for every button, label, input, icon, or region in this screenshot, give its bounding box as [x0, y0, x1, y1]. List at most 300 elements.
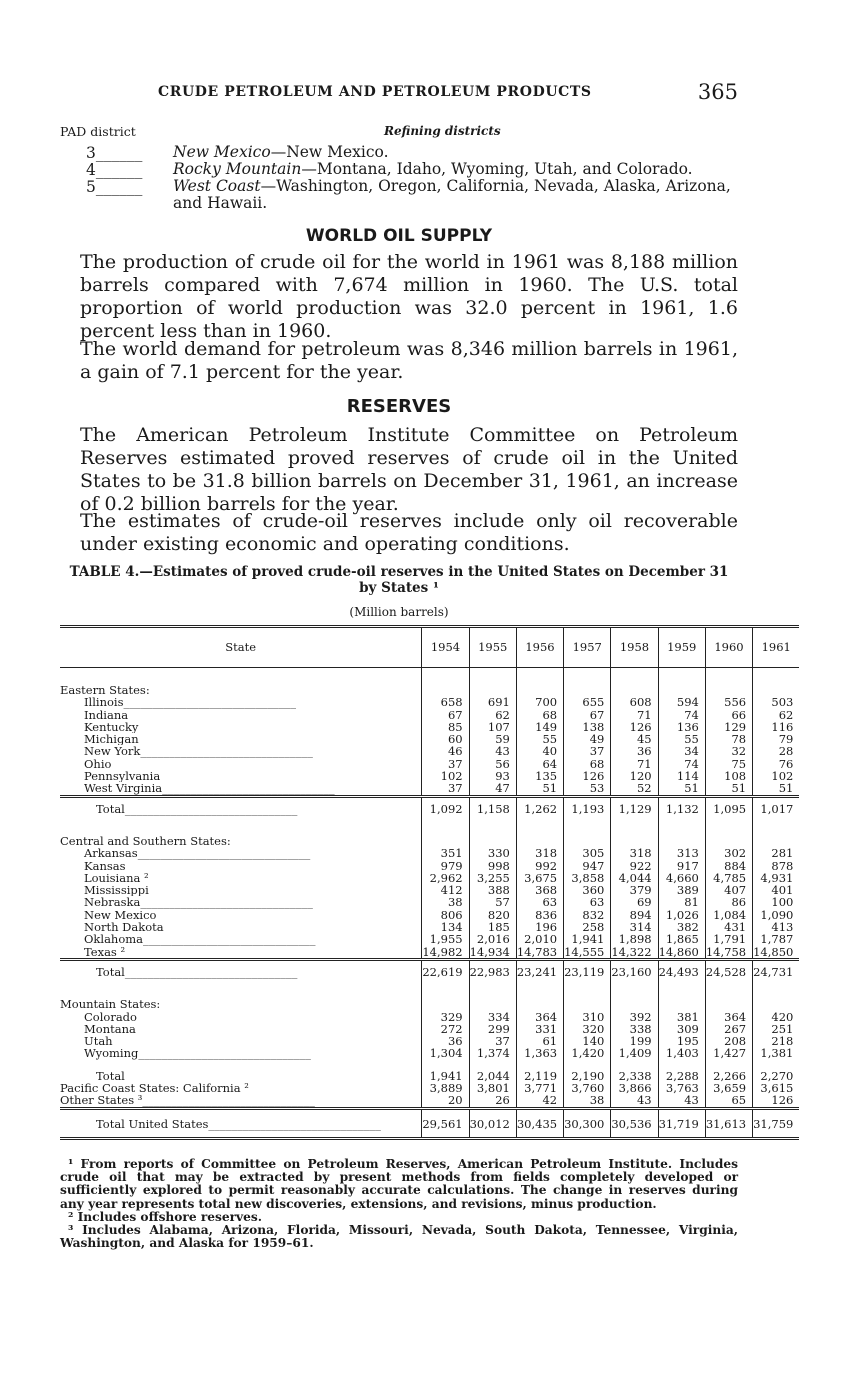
value-cell: 3,866 — [611, 1082, 658, 1094]
col-header-year: 1956 — [516, 627, 563, 668]
value-cell: 3,763 — [658, 1082, 705, 1094]
state-label: Total — [96, 964, 125, 979]
leader-dots: ______________________________ — [156, 908, 329, 922]
state-cell — [60, 1060, 422, 1082]
value-cell: 63 — [516, 896, 563, 908]
value-cell: 1,898 — [611, 933, 658, 945]
col-header-year: 1961 — [753, 627, 800, 668]
value-cell: 313 — [658, 847, 705, 859]
value-cell: 65 — [705, 1094, 752, 1108]
value-cell: 195 — [658, 1035, 705, 1047]
value-cell: 51 — [753, 782, 800, 796]
state-cell — [60, 860, 422, 872]
value-cell: 62 — [753, 709, 800, 721]
value-cell: 51 — [516, 782, 563, 796]
value-cell: 267 — [705, 1023, 752, 1035]
value-cell: 14,783 — [516, 946, 563, 960]
value-cell: 55 — [658, 733, 705, 745]
value-cell: 61 — [516, 1035, 563, 1047]
state-cell — [60, 1082, 422, 1094]
value-cell: 272 — [422, 1023, 469, 1035]
value-cell: 14,555 — [564, 946, 611, 960]
value-cell — [516, 982, 563, 1010]
table-row-group-eastern — [60, 668, 799, 697]
leader-dots: ______________________________ — [137, 847, 311, 860]
value-cell: 86 — [705, 896, 752, 908]
state-label: Indiana — [84, 708, 129, 721]
state-label: New York — [84, 745, 141, 758]
state-cell — [60, 847, 422, 859]
value-cell: 43 — [611, 1094, 658, 1108]
state-label: North Dakota — [84, 921, 164, 934]
reserves-table — [60, 625, 799, 1140]
leader-dots: ______________________________ — [140, 896, 313, 909]
leader-dots: ______________________________ — [124, 964, 298, 979]
value-cell: 1,381 — [753, 1047, 800, 1059]
value-cell: 14,850 — [753, 946, 800, 960]
state-cell — [60, 884, 422, 896]
leader-dots: ______________________________ — [142, 1094, 315, 1108]
value-cell: 199 — [611, 1035, 658, 1047]
value-cell: 4,044 — [611, 872, 658, 884]
value-cell: 34 — [658, 745, 705, 757]
value-cell: 947 — [564, 860, 611, 872]
value-cell: 49 — [564, 733, 611, 745]
value-cell: 136 — [658, 721, 705, 733]
value-cell: 2,962 — [422, 872, 469, 884]
value-cell: 59 — [469, 733, 516, 745]
value-cell — [753, 819, 800, 847]
value-cell — [422, 982, 469, 1010]
value-cell: 196 — [516, 921, 563, 933]
value-cell: 53 — [564, 782, 611, 796]
value-cell: 3,675 — [516, 872, 563, 884]
value-cell: 38 — [564, 1094, 611, 1108]
value-cell: 37 — [422, 782, 469, 796]
value-cell — [469, 982, 516, 1010]
value-cell: 1,304 — [422, 1047, 469, 1059]
value-cell: 388 — [469, 884, 516, 896]
state-label: Eastern States: — [60, 683, 150, 697]
table-body — [60, 668, 799, 1139]
value-cell: 299 — [469, 1023, 516, 1035]
value-cell: 412 — [422, 884, 469, 896]
state-cell — [60, 1011, 422, 1023]
value-cell: 608 — [611, 696, 658, 708]
value-cell: 116 — [753, 721, 800, 733]
state-cell — [60, 1035, 422, 1047]
value-cell — [469, 668, 516, 697]
value-cell: 655 — [564, 696, 611, 708]
table-row — [60, 782, 799, 796]
value-cell — [564, 668, 611, 697]
value-cell: 30,300 — [564, 1108, 611, 1138]
state-cell — [60, 959, 422, 982]
value-cell: 31,719 — [658, 1108, 705, 1138]
value-cell: 208 — [705, 1035, 752, 1047]
value-cell: 3,659 — [705, 1082, 752, 1094]
value-cell: 47 — [469, 782, 516, 796]
leader-dots: ______________________________ — [162, 782, 335, 796]
value-cell: 281 — [753, 847, 800, 859]
state-cell — [60, 982, 422, 1010]
leader-dots: ______________________________ — [143, 933, 316, 946]
value-cell: 1,791 — [705, 933, 752, 945]
value-cell — [422, 819, 469, 847]
state-cell — [60, 1094, 422, 1108]
value-cell: 251 — [753, 1023, 800, 1035]
value-cell — [564, 819, 611, 847]
value-cell: 556 — [705, 696, 752, 708]
value-cell: 1,427 — [705, 1047, 752, 1059]
value-cell: 42 — [516, 1094, 563, 1108]
value-cell: 1,363 — [516, 1047, 563, 1059]
state-label: Other States ³ — [60, 1094, 143, 1108]
state-label: Illinois — [84, 696, 124, 709]
value-cell: 1,084 — [705, 909, 752, 921]
value-cell: 691 — [469, 696, 516, 708]
value-cell: 379 — [611, 884, 658, 896]
value-cell: 360 — [564, 884, 611, 896]
value-cell: 85 — [422, 721, 469, 733]
value-cell: 2,044 — [469, 1060, 516, 1082]
value-cell: 832 — [564, 909, 611, 921]
value-cell: 129 — [705, 721, 752, 733]
value-cell — [753, 982, 800, 1010]
value-cell: 1,374 — [469, 1047, 516, 1059]
value-cell: 126 — [611, 721, 658, 733]
value-cell: 1,403 — [658, 1047, 705, 1059]
leader-dots: ______________________________ — [123, 696, 296, 709]
reserves-heading: RESERVES — [346, 396, 452, 417]
value-cell: 305 — [564, 847, 611, 859]
state-label: Mississippi — [84, 884, 149, 897]
table-row-total — [60, 796, 799, 819]
value-cell: 4,931 — [753, 872, 800, 884]
value-cell: 1,941 — [422, 1060, 469, 1082]
leader-dots: ______________________________ — [124, 801, 298, 816]
state-label: Wyoming — [84, 1047, 139, 1060]
value-cell: 338 — [611, 1023, 658, 1035]
value-cell: 120 — [611, 770, 658, 782]
state-label: Arkansas — [84, 847, 138, 860]
value-cell — [516, 819, 563, 847]
value-cell: 75 — [705, 758, 752, 770]
value-cell: 420 — [753, 1011, 800, 1023]
footnote-3: ³ Includes Alabama, Arizona, Florida, Missouri, Nevada, South Dakota, Tennessee, Virginia, Washington, and Alaska for 1959–61. — [60, 1223, 738, 1251]
value-cell: 658 — [422, 696, 469, 708]
value-cell: 43 — [658, 1094, 705, 1108]
value-cell: 67 — [422, 709, 469, 721]
value-cell: 382 — [658, 921, 705, 933]
state-label: New Mexico — [84, 908, 157, 922]
reserves-paragraph-1: The American Petroleum Institute Committee on Petroleum Reserves estimated proved reserves of crude oil in the United States to be 31.8 billion barrels on December 31, 1961, an increase of 0.2 billion barrels for the year. — [80, 424, 738, 515]
value-cell: 3,615 — [753, 1082, 800, 1094]
value-cell: 318 — [611, 847, 658, 859]
pad-region-name: Rocky Mountain — [173, 160, 302, 178]
value-cell: 40 — [516, 745, 563, 757]
table-row — [60, 933, 799, 945]
refining-districts-heading: Refining districts — [384, 124, 501, 138]
footnotes — [60, 1158, 738, 1250]
value-cell: 31,613 — [705, 1108, 752, 1138]
table-row-group-mountain — [60, 982, 799, 1010]
value-cell: 185 — [469, 921, 516, 933]
value-cell: 100 — [753, 896, 800, 908]
value-cell: 24,493 — [658, 959, 705, 982]
value-cell: 51 — [705, 782, 752, 796]
value-cell: 1,865 — [658, 933, 705, 945]
value-cell: 67 — [564, 709, 611, 721]
table-row-other — [60, 1094, 799, 1108]
value-cell — [564, 982, 611, 1010]
value-cell — [705, 982, 752, 1010]
value-cell: 22,619 — [422, 959, 469, 982]
leader-dots: ______________________________ — [160, 770, 333, 783]
state-cell — [60, 896, 422, 908]
pad-region-name: New Mexico — [173, 143, 271, 161]
value-cell: 309 — [658, 1023, 705, 1035]
value-cell: 2,190 — [564, 1060, 611, 1082]
pad-number: 3______ — [86, 144, 143, 162]
value-cell: 36 — [611, 745, 658, 757]
state-cell — [60, 721, 422, 733]
value-cell — [658, 982, 705, 1010]
running-title: CRUDE PETROLEUM AND PETROLEUM PRODUCTS — [158, 84, 592, 100]
value-cell: 3,858 — [564, 872, 611, 884]
col-header-year: 1954 — [422, 627, 469, 668]
table-row-total — [60, 959, 799, 982]
value-cell: 329 — [422, 1011, 469, 1023]
col-header-year: 1960 — [705, 627, 752, 668]
value-cell: 1,092 — [422, 796, 469, 819]
value-cell: 3,889 — [422, 1082, 469, 1094]
value-cell: 102 — [753, 770, 800, 782]
value-cell — [422, 668, 469, 697]
value-cell: 138 — [564, 721, 611, 733]
value-cell: 917 — [658, 860, 705, 872]
state-cell — [60, 1047, 422, 1059]
state-label: Louisiana ² — [84, 871, 149, 885]
value-cell: 2,119 — [516, 1060, 563, 1082]
leader-dots: ______________________________ — [135, 1022, 309, 1036]
pad-number: 5______ — [86, 178, 143, 196]
col-header-state: State — [60, 627, 422, 668]
value-cell: 2,010 — [516, 933, 563, 945]
state-cell — [60, 1108, 422, 1138]
state-cell — [60, 770, 422, 782]
leader-dots: ______________________________ — [138, 733, 312, 746]
col-header-year: 1957 — [564, 627, 611, 668]
value-cell: 3,255 — [469, 872, 516, 884]
table-row — [60, 860, 799, 872]
value-cell: 140 — [564, 1035, 611, 1047]
table-row — [60, 1047, 799, 1059]
value-cell: 30,536 — [611, 1108, 658, 1138]
leader-dots: ______________________________ — [140, 745, 313, 758]
footnote-2: ² Includes offshore reserves. — [68, 1209, 262, 1224]
pad-district-heading: PAD district — [60, 124, 136, 139]
table-row-group-central — [60, 819, 799, 847]
col-header-year: 1955 — [469, 627, 516, 668]
state-cell — [60, 668, 422, 697]
value-cell: 32 — [705, 745, 752, 757]
value-cell: 55 — [516, 733, 563, 745]
value-cell: 2,266 — [705, 1060, 752, 1082]
state-label: Pacific Coast States: California ² — [60, 1082, 249, 1095]
table-row — [60, 847, 799, 859]
world-oil-paragraph-2: The world demand for petroleum was 8,346 million barrels in 1961, a gain of 7.1 percent for the year. — [80, 338, 738, 383]
state-label: Total — [96, 1068, 125, 1083]
value-cell: 45 — [611, 733, 658, 745]
value-cell: 81 — [658, 896, 705, 908]
value-cell: 78 — [705, 733, 752, 745]
table-row — [60, 745, 799, 757]
state-cell — [60, 758, 422, 770]
value-cell: 1,955 — [422, 933, 469, 945]
value-cell — [658, 668, 705, 697]
value-cell: 392 — [611, 1011, 658, 1023]
value-cell: 52 — [611, 782, 658, 796]
state-cell — [60, 819, 422, 847]
value-cell: 922 — [611, 860, 658, 872]
value-cell: 37 — [469, 1035, 516, 1047]
value-cell: 23,119 — [564, 959, 611, 982]
value-cell: 334 — [469, 1011, 516, 1023]
state-label: Nebraska — [84, 896, 141, 909]
value-cell: 1,262 — [516, 796, 563, 819]
leader-dots: ______________________________ — [111, 757, 284, 771]
state-cell — [60, 709, 422, 721]
value-cell: 218 — [753, 1035, 800, 1047]
value-cell: 24,528 — [705, 959, 752, 982]
table-row — [60, 1011, 799, 1023]
value-cell: 1,193 — [564, 796, 611, 819]
value-cell: 56 — [469, 758, 516, 770]
value-cell: 71 — [611, 709, 658, 721]
value-cell: 30,012 — [469, 1108, 516, 1138]
col-header-year: 1958 — [611, 627, 658, 668]
value-cell: 4,785 — [705, 872, 752, 884]
table-row — [60, 946, 799, 960]
value-cell: 51 — [658, 782, 705, 796]
state-label: Colorado — [84, 1010, 137, 1023]
value-cell: 407 — [705, 884, 752, 896]
value-cell: 992 — [516, 860, 563, 872]
value-cell: 64 — [516, 758, 563, 770]
value-cell: 43 — [469, 745, 516, 757]
value-cell: 331 — [516, 1023, 563, 1035]
value-cell: 102 — [422, 770, 469, 782]
value-cell: 74 — [658, 709, 705, 721]
value-cell: 1,090 — [753, 909, 800, 921]
value-cell: 413 — [753, 921, 800, 933]
value-cell: 3,771 — [516, 1082, 563, 1094]
value-cell: 134 — [422, 921, 469, 933]
value-cell — [753, 668, 800, 697]
value-cell: 149 — [516, 721, 563, 733]
state-label: Total — [96, 801, 125, 816]
value-cell: 74 — [658, 758, 705, 770]
col-header-year: 1959 — [658, 627, 705, 668]
value-cell: 135 — [516, 770, 563, 782]
value-cell: 1,129 — [611, 796, 658, 819]
value-cell — [705, 668, 752, 697]
running-header — [60, 80, 738, 108]
state-label: Mountain States: — [60, 997, 161, 1011]
value-cell: 302 — [705, 847, 752, 859]
pad-number: 4______ — [86, 161, 143, 179]
leader-dots: ______________________________ — [138, 1047, 311, 1060]
leader-dots: ______________________________ — [125, 859, 299, 872]
value-cell: 30,435 — [516, 1108, 563, 1138]
state-label: Oklahoma — [84, 933, 144, 946]
value-cell: 62 — [469, 709, 516, 721]
state-label: Pennsylvania — [84, 770, 161, 783]
leader-dots: ______________________________ — [208, 1116, 381, 1131]
table-row-grand-total — [60, 1108, 799, 1138]
state-cell — [60, 909, 422, 921]
value-cell: 22,983 — [469, 959, 516, 982]
value-cell: 14,758 — [705, 946, 752, 960]
value-cell: 26 — [469, 1094, 516, 1108]
value-cell: 1,017 — [753, 796, 800, 819]
leader-dots: ______________________________ — [138, 720, 311, 734]
value-cell: 14,322 — [611, 946, 658, 960]
value-cell: 2,270 — [753, 1060, 800, 1082]
value-cell: 878 — [753, 860, 800, 872]
leader-dots: ______________________________ — [148, 884, 322, 897]
leader-dots: ______________________________ — [124, 1068, 298, 1083]
state-label: Central and Southern States: — [60, 833, 231, 848]
value-cell: 66 — [705, 709, 752, 721]
pad-region-desc: —Washington, Oregon, California, Nevada, Alaska, Arizona, and Hawaii. — [173, 177, 731, 212]
value-cell: 330 — [469, 847, 516, 859]
value-cell: 1,095 — [705, 796, 752, 819]
value-cell: 76 — [753, 758, 800, 770]
value-cell: 806 — [422, 909, 469, 921]
table-row-total — [60, 1060, 799, 1082]
value-cell: 37 — [564, 745, 611, 757]
value-cell: 318 — [516, 847, 563, 859]
state-label: Montana — [84, 1022, 136, 1036]
value-cell: 46 — [422, 745, 469, 757]
value-cell — [611, 819, 658, 847]
value-cell: 1,158 — [469, 796, 516, 819]
value-cell: 126 — [753, 1094, 800, 1108]
value-cell: 389 — [658, 884, 705, 896]
value-cell: 894 — [611, 909, 658, 921]
value-cell: 14,934 — [469, 946, 516, 960]
value-cell: 38 — [422, 896, 469, 908]
state-label: Utah — [84, 1035, 113, 1048]
table-caption: TABLE 4.—Estimates of proved crude-oil reserves in the United States on December 31 by States ¹ — [69, 564, 729, 596]
state-label: West Virginia — [84, 782, 163, 796]
table-header-row — [60, 627, 799, 668]
value-cell: 24,731 — [753, 959, 800, 982]
value-cell: 310 — [564, 1011, 611, 1023]
leader-dots: ______________________________ — [163, 921, 337, 934]
value-cell: 381 — [658, 1011, 705, 1023]
leader-dots: ______________________________ — [112, 1035, 286, 1048]
value-cell: 503 — [753, 696, 800, 708]
value-cell: 114 — [658, 770, 705, 782]
state-cell — [60, 872, 422, 884]
table-units: (Million barrels) — [349, 605, 449, 619]
value-cell: 20 — [422, 1094, 469, 1108]
value-cell: 836 — [516, 909, 563, 921]
state-cell — [60, 921, 422, 933]
